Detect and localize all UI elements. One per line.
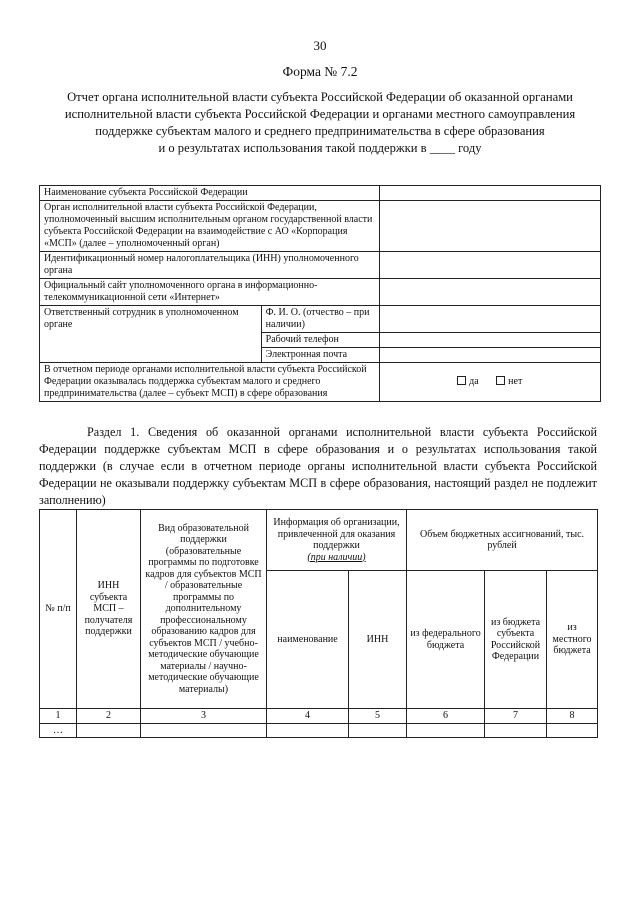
col-header-support-type: Вид образовательной поддержки (образовательные программы по подготовке кадров для субъектов МСП / образовательные программы по дополнительному профессиональному образованию кадров для субъектов МСП / учебно-методические обучающие материалы / научно-методические обучающие материалы): [141, 510, 267, 709]
row-ellipsis: …: [40, 723, 77, 738]
info-label-authority: Орган исполнительной власти субъекта Российской Федерации, уполномоченный высшим исполнительным органом государственной власти субъекта Российской Федерации на взаимодействие с АО «Корпорация «МСП» (далее – уполномоченный орган): [40, 201, 380, 252]
col-header-inn: ИНН субъекта МСП – получателя поддержки: [77, 510, 141, 709]
yes-no-cell: [379, 363, 601, 402]
info-label-support-provided: В отчетном периоде органами исполнительной власти субъекта Российской Федерации оказывалась поддержка субъектам малого и среднего предпринимательства (далее – субъект МСП) в сфере образования: [40, 363, 380, 402]
info-label-inn: Идентификационный номер налогоплательщика (ИНН) уполномоченного органа: [40, 252, 380, 279]
page-number: 30: [313, 38, 327, 53]
col-header-local-budget: из местного бюджета: [547, 571, 598, 709]
title-line: Отчет органа исполнительной власти субъекта Российской Федерации об оказанной органами: [67, 90, 573, 104]
info-value-cell[interactable]: [379, 306, 601, 333]
yes-label: да: [469, 376, 479, 387]
column-number: 1: [40, 709, 77, 724]
yes-checkbox[interactable]: [457, 376, 466, 385]
col-header-number: № п/п: [40, 510, 77, 709]
table-cell[interactable]: [547, 723, 598, 738]
organization-note: (при наличии): [307, 551, 366, 563]
info-label-website: Официальный сайт уполномоченного органа в информационно-телекоммуникационной сети «Интернет»: [40, 279, 380, 306]
column-number: 8: [547, 709, 598, 724]
support-table: [39, 509, 598, 738]
info-value-cell[interactable]: [379, 186, 601, 201]
column-number: 4: [267, 709, 349, 724]
no-label: нет: [508, 376, 523, 387]
info-value-cell[interactable]: [379, 252, 601, 279]
info-table: [39, 185, 601, 402]
column-number-row: [40, 709, 598, 724]
info-sublabel-email: Электронная почта: [261, 348, 379, 363]
column-number: 6: [407, 709, 485, 724]
form-number: Форма № 7.2: [282, 64, 358, 79]
col-header-org-name: наименование: [267, 571, 349, 709]
col-header-budget: Объем бюджетных ассигнований, тыс. рублей: [407, 510, 598, 571]
column-number: 3: [141, 709, 267, 724]
title-line: поддержке субъектам малого и среднего предпринимательства в сфере образования: [95, 124, 545, 138]
info-value-cell[interactable]: [379, 201, 601, 252]
info-label-responsible: Ответственный сотрудник в уполномоченном органе: [40, 306, 262, 363]
no-checkbox[interactable]: [496, 376, 505, 385]
info-sublabel-fio: Ф. И. О. (отчество – при наличии): [261, 306, 379, 333]
report-title: [55, 89, 585, 157]
info-label-subject: Наименование субъекта Российской Федерации: [40, 186, 380, 201]
info-value-cell[interactable]: [379, 279, 601, 306]
column-number: 5: [349, 709, 407, 724]
info-value-cell[interactable]: [379, 333, 601, 348]
col-header-federal-budget: из федерального бюджета: [407, 571, 485, 709]
table-row: [40, 723, 598, 738]
table-cell[interactable]: [267, 723, 349, 738]
table-cell[interactable]: [141, 723, 267, 738]
col-header-org-inn: ИНН: [349, 571, 407, 709]
table-cell[interactable]: [77, 723, 141, 738]
info-value-cell[interactable]: [379, 348, 601, 363]
title-line: исполнительной власти субъекта Российской Федерации и органами местного самоуправления: [64, 107, 576, 121]
column-number: 2: [77, 709, 141, 724]
info-sublabel-phone: Рабочий телефон: [261, 333, 379, 348]
table-cell[interactable]: [407, 723, 485, 738]
section-1-text: Раздел 1. Сведения об оказанной органами исполнительной власти субъекта Российской Федерации поддержке субъектам МСП в сфере образования и о результатах использования такой поддержки (в случае если в отчетном периоде органы исполнительной власти субъекта Российской Федерации не оказывали поддержку субъектам МСП в сфере образования, настоящий раздел не подлежит заполнению): [39, 425, 597, 507]
organization-header-text: Информация об организации, привлеченной для оказания поддержки: [273, 517, 400, 551]
table-cell[interactable]: [485, 723, 547, 738]
title-line: и о результатах использования такой поддержки в ____ году: [158, 141, 482, 155]
table-cell[interactable]: [349, 723, 407, 738]
col-header-organization: [267, 510, 407, 571]
col-header-subject-budget: из бюджета субъекта Российской Федерации: [485, 571, 547, 709]
column-number: 7: [485, 709, 547, 724]
